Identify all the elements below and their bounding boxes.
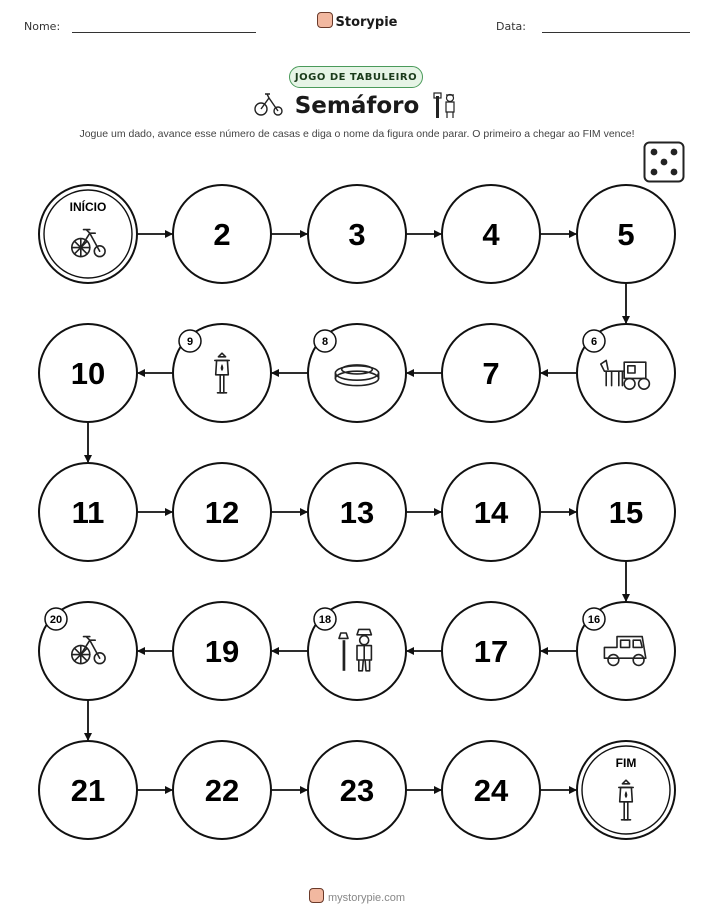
board-cell-23 <box>308 741 406 839</box>
board-cell-2 <box>173 185 271 283</box>
brand-name: Storypie <box>335 15 398 30</box>
board-cell-20 <box>39 602 137 700</box>
board-cell-22 <box>173 741 271 839</box>
end-label: FIM <box>615 756 637 770</box>
cell-number: 5 <box>617 217 635 252</box>
page-title: Semáforo <box>294 93 420 119</box>
cell-number: 7 <box>482 356 500 391</box>
instructions: Jogue um dado, avance esse número de casas e diga o nome da figura onde parar. O primeiro a chegar ao FIM vence! <box>79 128 635 140</box>
board-cell-25 <box>577 741 675 839</box>
board-cell-12 <box>173 463 271 561</box>
board-cell-5 <box>577 185 675 283</box>
cell-number: 21 <box>70 773 106 808</box>
game-tag: JOGO DE TABULEIRO <box>289 66 423 88</box>
cell-badge-number: 16 <box>587 614 601 626</box>
board-cell-15 <box>577 463 675 561</box>
cell-number: 12 <box>204 495 240 530</box>
board-cell-14 <box>442 463 540 561</box>
cell-number: 22 <box>204 773 240 808</box>
cell-number: 17 <box>473 634 509 669</box>
board-cell-4 <box>442 185 540 283</box>
board-cell-18 <box>308 602 406 700</box>
footer <box>0 888 714 904</box>
board-cell-7 <box>442 324 540 422</box>
cell-badge-number: 6 <box>590 336 598 348</box>
cell-number: 2 <box>213 217 231 252</box>
board-cell-6 <box>577 324 675 422</box>
cell-badge-number: 20 <box>49 614 63 626</box>
board-cell-19 <box>173 602 271 700</box>
cell-number: 10 <box>70 356 106 391</box>
board-cell-16 <box>577 602 675 700</box>
cell-number: 14 <box>473 495 509 530</box>
cell-badge-number: 9 <box>186 336 194 348</box>
storypie-mascot-icon <box>309 888 324 903</box>
cell-number: 13 <box>339 495 375 530</box>
board-cell-8 <box>308 324 406 422</box>
cell-badge-number: 8 <box>321 336 329 348</box>
start-label: INÍCIO <box>69 200 107 214</box>
cell-number: 11 <box>71 495 105 530</box>
date-label: Data: <box>496 20 526 33</box>
cell-number: 19 <box>204 634 240 669</box>
footer-url: mystorypie.com <box>327 892 406 904</box>
cell-number: 3 <box>348 217 366 252</box>
cell-number: 4 <box>482 217 500 252</box>
board-cell-11 <box>39 463 137 561</box>
cell-number: 23 <box>339 773 375 808</box>
board-cell-24 <box>442 741 540 839</box>
cell-number: 15 <box>608 495 644 530</box>
board-cell-1 <box>39 185 137 283</box>
board-cell-3 <box>308 185 406 283</box>
board-cell-13 <box>308 463 406 561</box>
cell-number: 24 <box>473 773 509 808</box>
name-label: Nome: <box>24 20 61 33</box>
board-cell-21 <box>39 741 137 839</box>
board-cell-17 <box>442 602 540 700</box>
board-cell-9 <box>173 324 271 422</box>
cell-badge-number: 18 <box>318 614 332 626</box>
board-cell-10 <box>39 324 137 422</box>
